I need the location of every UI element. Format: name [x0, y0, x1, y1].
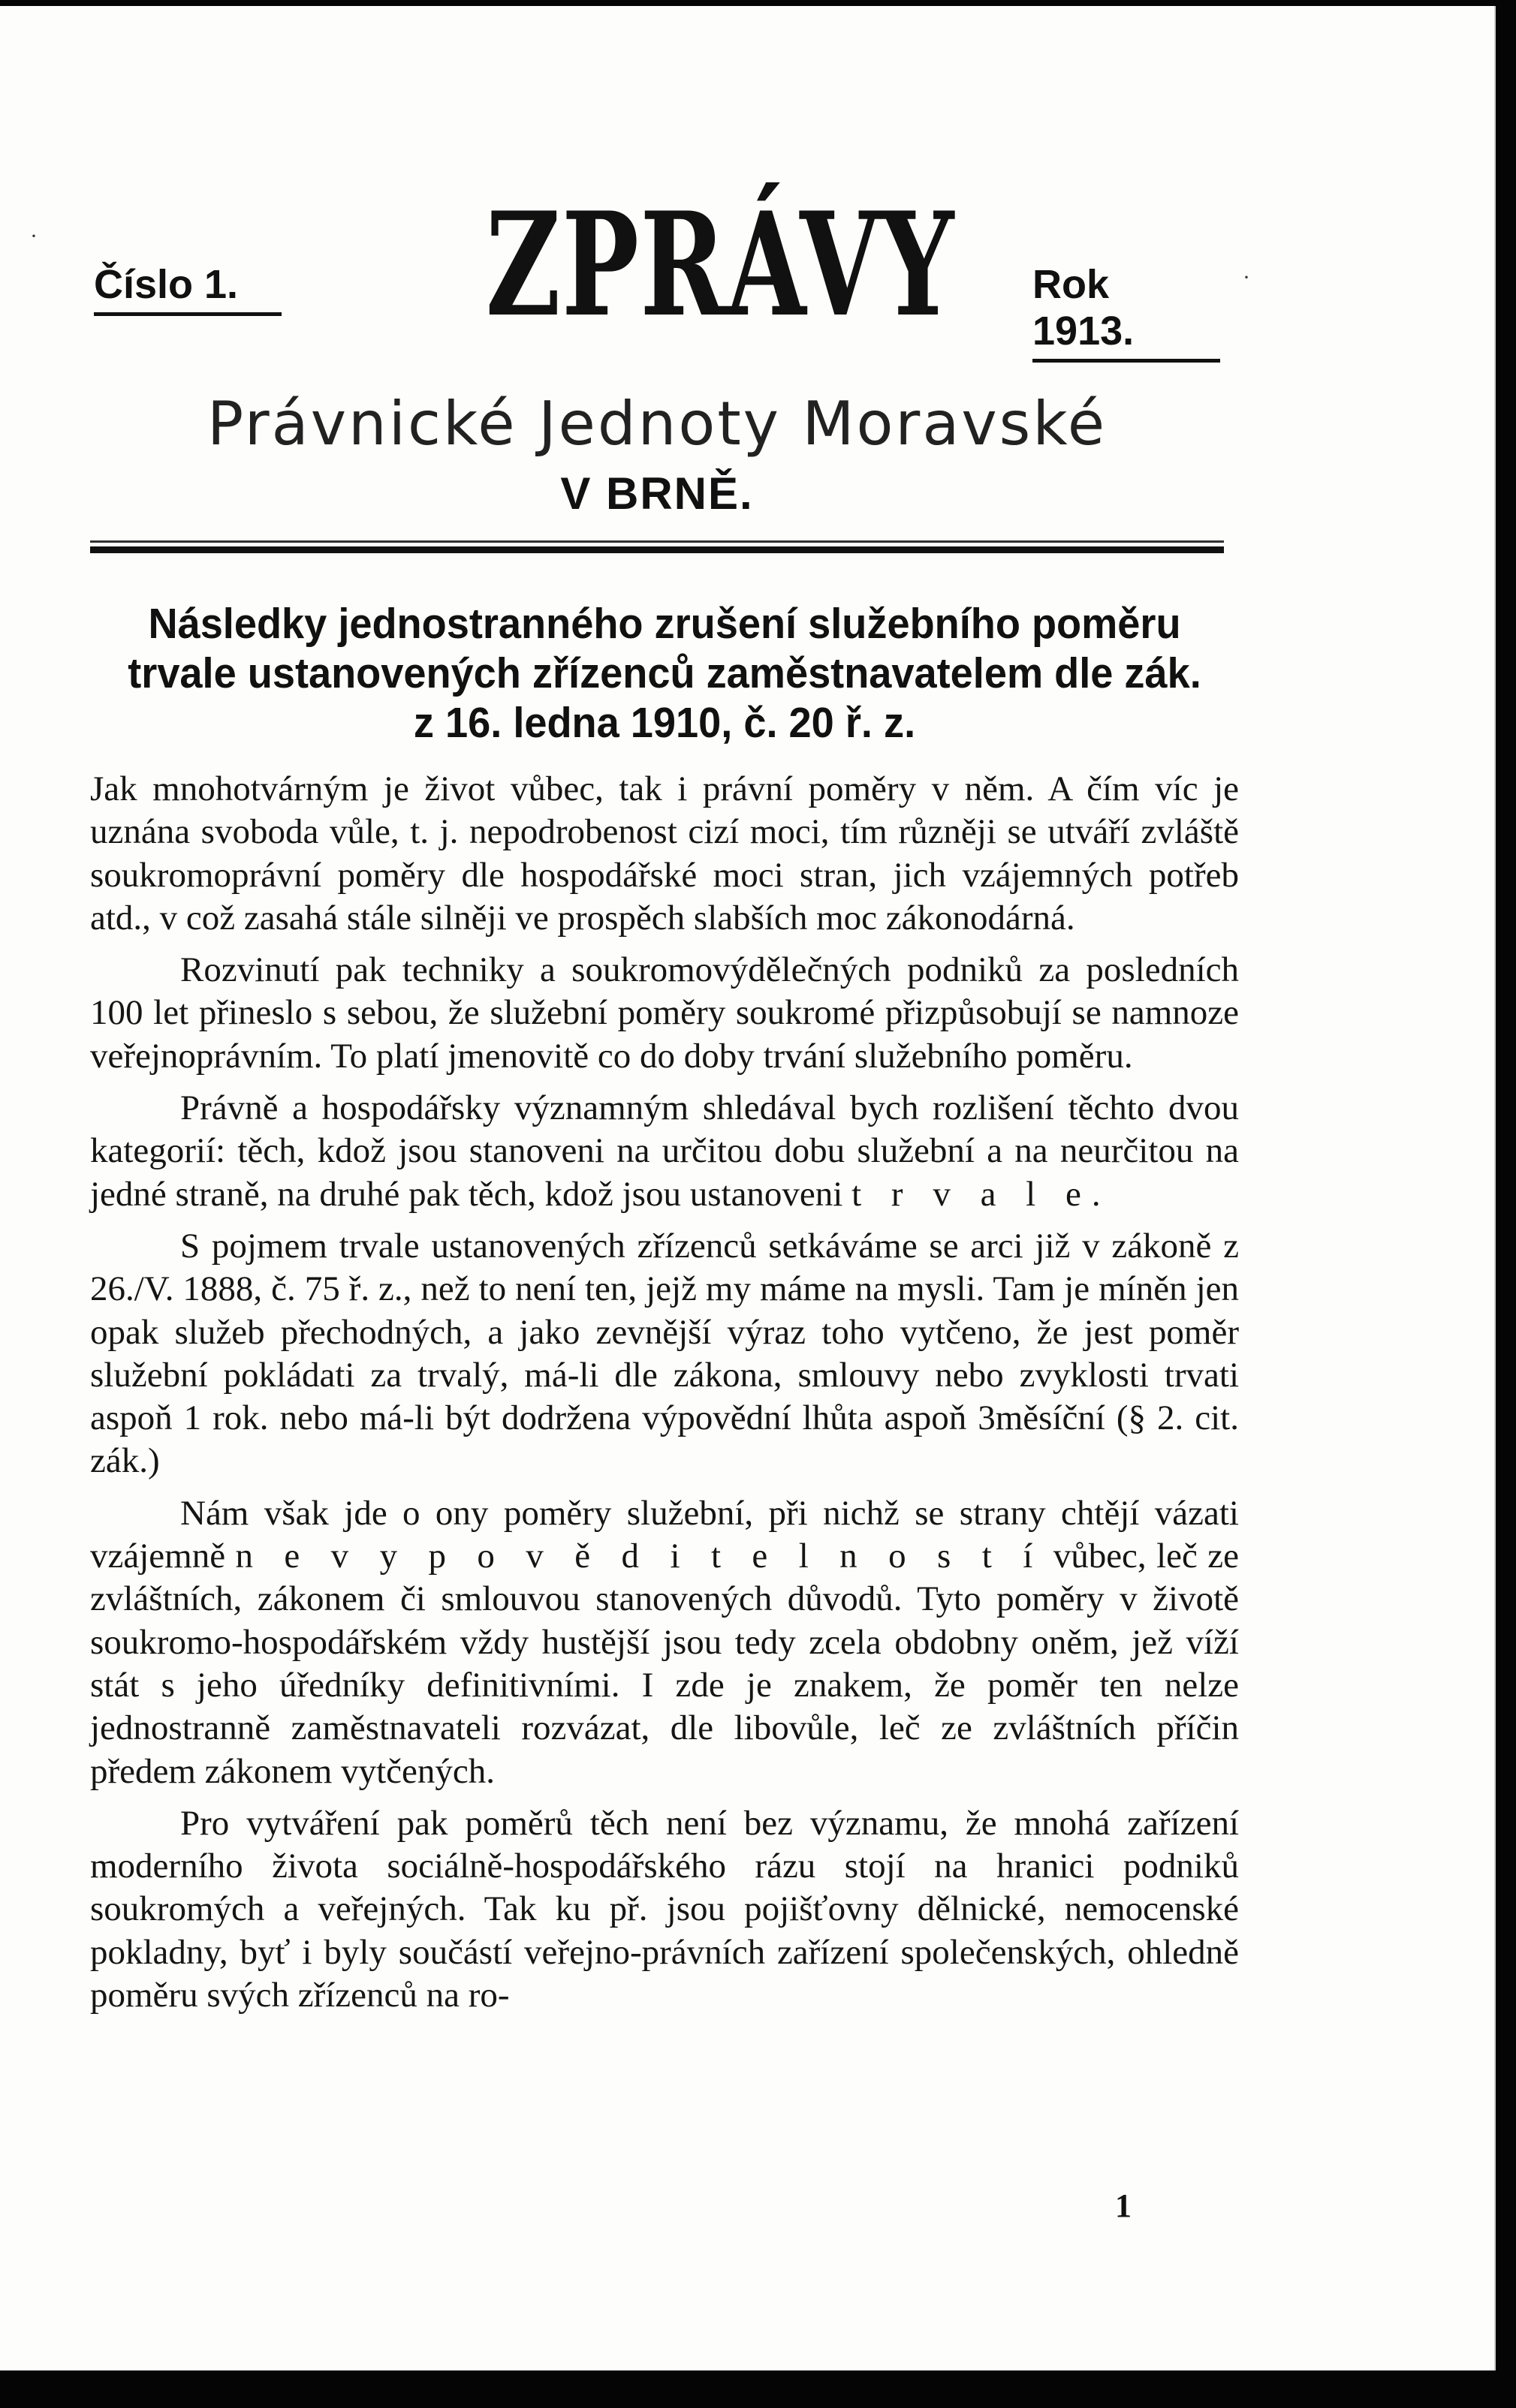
scan-mark: ·	[30, 224, 38, 248]
scan-mark: ·	[1243, 265, 1250, 290]
publication-year: Rok 1913.	[1032, 261, 1220, 363]
article-body	[90, 768, 1239, 2026]
paragraph: Rozvinutí pak techniky a soukromovýdělečných podniků za posledních 100 let přineslo s sebou, že služební poměry soukromé přizpůsobují se namnoze veřejnoprávním. To platí jmenovitě co do doby trvání služebního poměru.	[90, 950, 1239, 1076]
paragraph: Jak mnohotvárným je život vůbec, tak i právní poměry v něm. A čím víc je uznána svoboda vůle, t. j. nepodrobenost cizí moci, tím různěji se utváří zvláště soukromoprávní poměry dle hospodářské moci stran, jich vzájemných potřeb atd., v což zasahá stále silněji ve prospěch slabších moc zákonodárná.	[90, 769, 1239, 938]
paragraph: Nám však jde o ony poměry služební, při nichž se strany chtějí vázati vzájemně n e v y p o v ě d i t e l n o s t í vůbec, leč ze zvláštních, zákonem či smlouvou stanovených důvodů. Tyto poměry v životě soukromo-hospodářském vždy hustější jsou tedy zcela obdobny oněm, jež víží stát s jeho úředníky definitivními. I zde je znakem, že poměr ten nelze jednostranně zaměstnavateli rozvázat, dle libovůle, leč ze zvláštních příčin předem zákonem vytčených.	[90, 1493, 1239, 1791]
issue-number: Číslo 1.	[94, 261, 282, 316]
paragraph: S pojmem trvale ustanovených zřízenců setkáváme se arci již v zákoně z 26./V. 1888, č. 75 ř. z., než to není ten, jejž my máme na mysli. Tam je míněn jen opak služeb přechodných, a jako zevnější výraz toho vytčeno, že jest poměr služební pokládati za trvalý, má-li dle zákona, smlouvy nebo zvyklosti trvati aspoň 1 rok. nebo má-li být dodržena výpovědní lhůta aspoň 3měsíční (§ 2. cit. zák.)	[90, 1226, 1239, 1481]
publication-title: ZPRÁVY	[485, 181, 955, 348]
publication-subtitle: Právnické Jednoty Moravské	[206, 389, 1108, 459]
masthead-rule-thin	[90, 540, 1224, 543]
publication-city: V BRNĚ.	[560, 468, 754, 519]
paragraph: Právně a hospodářsky významným shledával bych rozlišení těchto dvou kategorií: těch, kdož jsou stanoveni na určitou dobu služební a na neurčitou na jedné straně, na druhé pak těch, kdož jsou ustanoveni t r v a l e.	[90, 1088, 1239, 1214]
page-number: 1	[1115, 2187, 1132, 2224]
masthead-rule-thick	[90, 546, 1224, 553]
document-page	[0, 6, 1496, 2370]
spaced-word-permanent: t r v a l e.	[851, 1174, 1111, 1214]
spaced-word-nonterminable: n e v y p o v ě d i t e l n o s t í	[235, 1537, 1044, 1576]
article-title: Následky jednostranného zrušení služebního poměru trvale ustanovených zřízenců zaměstnavatelem dle zák. z 16. ledna 1910, č. 20 ř. z.	[128, 600, 1201, 747]
paragraph: Pro vytváření pak poměrů těch není bez významu, že mnohá zařízení moderního života sociálně-hospodářského rázu stojí na hranici podniků soukromých a veřejných. Tak ku př. jsou pojišťovny dělnické, nemocenské pokladny, byť i byly součástí veřejno-právních zařízení společenských, ohledně poměru svých zřízenců na ro-	[90, 1803, 1239, 2015]
